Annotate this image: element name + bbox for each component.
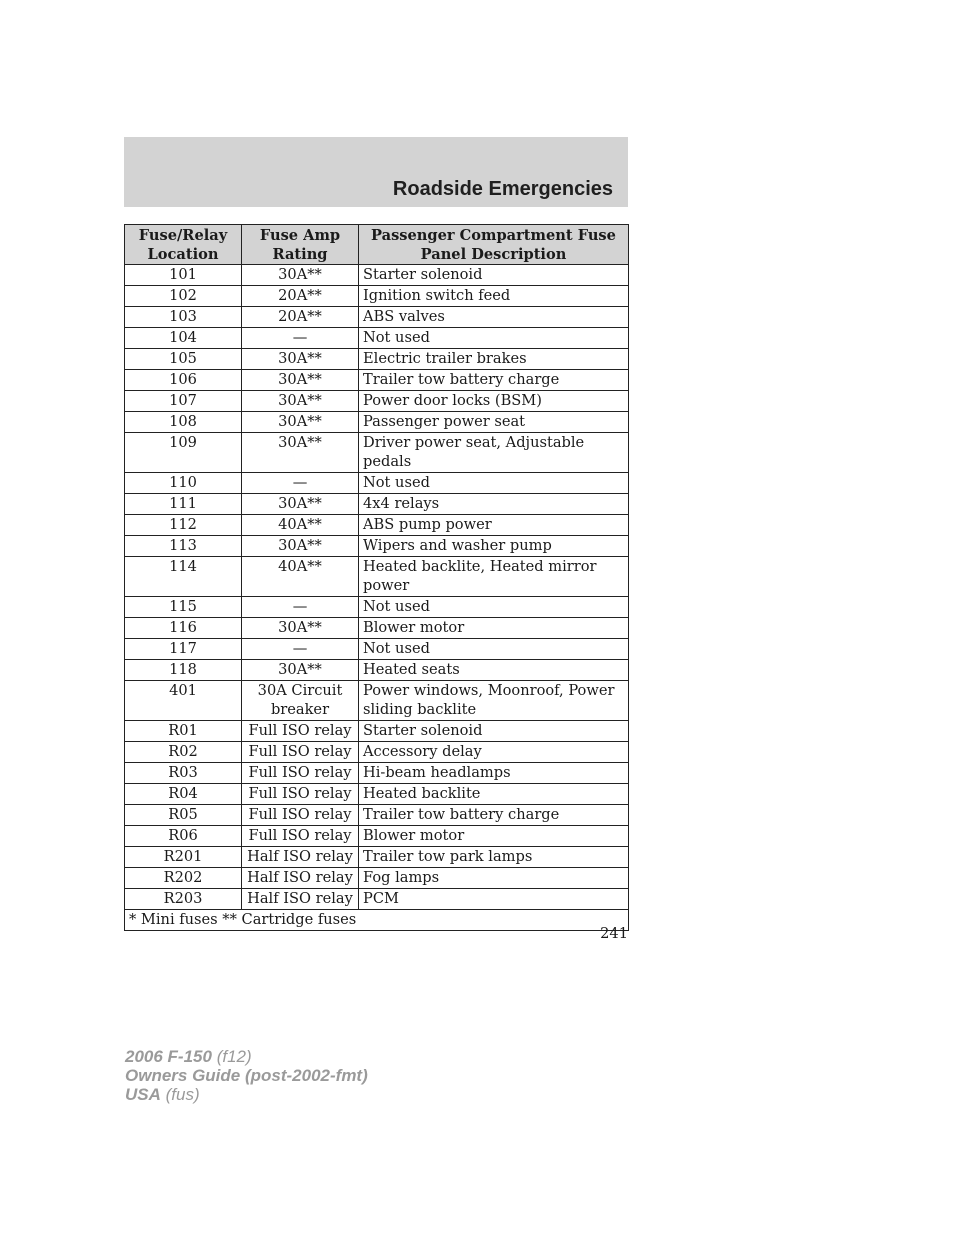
fuse-location: 106 xyxy=(125,370,242,391)
fuse-amp-rating: — xyxy=(242,473,359,494)
fuse-amp-rating: Full ISO relay xyxy=(242,721,359,742)
fuse-description: Passenger power seat xyxy=(359,412,629,433)
table-row xyxy=(125,742,629,763)
fuse-amp-rating: — xyxy=(242,639,359,660)
fuse-amp-rating: 30A** xyxy=(242,349,359,370)
table-row xyxy=(125,805,629,826)
table-row xyxy=(125,349,629,370)
table-row xyxy=(125,660,629,681)
fuse-location: R05 xyxy=(125,805,242,826)
fuse-amp-rating: Full ISO relay xyxy=(242,805,359,826)
fuse-location: R02 xyxy=(125,742,242,763)
fuse-amp-rating: 40A** xyxy=(242,515,359,536)
table-row xyxy=(125,473,629,494)
fuse-location: 116 xyxy=(125,618,242,639)
fuse-amp-rating: 30A Circuit breaker xyxy=(242,681,359,721)
fuse-location: 115 xyxy=(125,597,242,618)
fuse-description: Starter solenoid xyxy=(359,721,629,742)
fuse-amp-rating: 30A** xyxy=(242,370,359,391)
table-footnote-row xyxy=(125,910,629,931)
fuse-description: Blower motor xyxy=(359,618,629,639)
fuse-description: Driver power seat, Adjustable pedals xyxy=(359,433,629,473)
fuse-description: Starter solenoid xyxy=(359,265,629,286)
fuse-amp-rating: 30A** xyxy=(242,660,359,681)
table-row xyxy=(125,286,629,307)
fuse-description: Trailer tow battery charge xyxy=(359,805,629,826)
table-row xyxy=(125,681,629,721)
fuse-description: Not used xyxy=(359,597,629,618)
table-row xyxy=(125,328,629,349)
table-row xyxy=(125,847,629,868)
table-row xyxy=(125,494,629,515)
table-body xyxy=(125,265,629,910)
fuse-amp-rating: 20A** xyxy=(242,286,359,307)
column-header-amp-rating: Fuse Amp Rating xyxy=(242,225,359,265)
table-row xyxy=(125,433,629,473)
document-footer xyxy=(125,1047,368,1104)
fuse-location: R06 xyxy=(125,826,242,847)
fuse-location: 104 xyxy=(125,328,242,349)
fuse-location: 105 xyxy=(125,349,242,370)
table-header-row xyxy=(125,225,629,265)
fuse-location: R04 xyxy=(125,784,242,805)
fuse-amp-rating: 30A** xyxy=(242,494,359,515)
table-row xyxy=(125,536,629,557)
fuse-description: ABS valves xyxy=(359,307,629,328)
fuse-amp-rating: Full ISO relay xyxy=(242,784,359,805)
column-header-description: Passenger Compartment Fuse Panel Description xyxy=(359,225,629,265)
fuse-description: Heated backlite xyxy=(359,784,629,805)
fuse-amp-rating: — xyxy=(242,597,359,618)
footer-line-model: 2006 F-150 (f12) xyxy=(125,1047,252,1066)
fuse-description: Accessory delay xyxy=(359,742,629,763)
fuse-description: Not used xyxy=(359,639,629,660)
fuse-amp-rating: 40A** xyxy=(242,557,359,597)
fuse-location: 112 xyxy=(125,515,242,536)
footer-line-guide: Owners Guide (post-2002-fmt) xyxy=(125,1066,368,1085)
table-footnote: * Mini fuses ** Cartridge fuses xyxy=(125,910,629,931)
fuse-location: 101 xyxy=(125,265,242,286)
table-row xyxy=(125,889,629,910)
table-row xyxy=(125,515,629,536)
fuse-location: 111 xyxy=(125,494,242,515)
fuse-amp-rating: 30A** xyxy=(242,618,359,639)
fuse-location: 113 xyxy=(125,536,242,557)
fuse-amp-rating: 30A** xyxy=(242,265,359,286)
fuse-description: Fog lamps xyxy=(359,868,629,889)
table-row xyxy=(125,721,629,742)
fuse-location: 118 xyxy=(125,660,242,681)
section-title: Roadside Emergencies xyxy=(392,178,613,200)
fuse-description: Electric trailer brakes xyxy=(359,349,629,370)
table-row xyxy=(125,784,629,805)
table-row xyxy=(125,307,629,328)
table-row xyxy=(125,763,629,784)
fuse-location: 109 xyxy=(125,433,242,473)
table-row xyxy=(125,370,629,391)
fuse-description: Trailer tow park lamps xyxy=(359,847,629,868)
fuse-location: 117 xyxy=(125,639,242,660)
fuse-amp-rating: 30A** xyxy=(242,536,359,557)
fuse-description: PCM xyxy=(359,889,629,910)
fuse-location: 103 xyxy=(125,307,242,328)
fuse-amp-rating: 30A** xyxy=(242,391,359,412)
fuse-location: R01 xyxy=(125,721,242,742)
fuse-description: Power windows, Moonroof, Power sliding backlite xyxy=(359,681,629,721)
table-row xyxy=(125,618,629,639)
fuse-description: ABS pump power xyxy=(359,515,629,536)
fuse-location: R203 xyxy=(125,889,242,910)
fuse-description: 4x4 relays xyxy=(359,494,629,515)
fuse-location: 110 xyxy=(125,473,242,494)
page-number: 241 xyxy=(600,925,628,942)
fuse-description: Heated backlite, Heated mirror power xyxy=(359,557,629,597)
fuse-location: 107 xyxy=(125,391,242,412)
fuse-location: 401 xyxy=(125,681,242,721)
fuse-location: R201 xyxy=(125,847,242,868)
fuse-description: Ignition switch feed xyxy=(359,286,629,307)
fuse-description: Not used xyxy=(359,328,629,349)
fuse-location: 108 xyxy=(125,412,242,433)
fuse-amp-rating: Half ISO relay xyxy=(242,889,359,910)
table-row xyxy=(125,557,629,597)
fuse-table xyxy=(124,224,629,931)
fuse-description: Power door locks (BSM) xyxy=(359,391,629,412)
fuse-amp-rating: Half ISO relay xyxy=(242,868,359,889)
table-row xyxy=(125,265,629,286)
fuse-amp-rating: 30A** xyxy=(242,433,359,473)
fuse-description: Heated seats xyxy=(359,660,629,681)
fuse-location: 114 xyxy=(125,557,242,597)
table-row xyxy=(125,412,629,433)
table-row xyxy=(125,597,629,618)
fuse-amp-rating: 20A** xyxy=(242,307,359,328)
fuse-description: Not used xyxy=(359,473,629,494)
section-header-band xyxy=(124,137,628,207)
fuse-description: Wipers and washer pump xyxy=(359,536,629,557)
fuse-amp-rating: 30A** xyxy=(242,412,359,433)
column-header-location: Fuse/Relay Location xyxy=(125,225,242,265)
fuse-location: R03 xyxy=(125,763,242,784)
fuse-location: R202 xyxy=(125,868,242,889)
table-row xyxy=(125,391,629,412)
fuse-amp-rating: Half ISO relay xyxy=(242,847,359,868)
fuse-location: 102 xyxy=(125,286,242,307)
fuse-description: Hi-beam headlamps xyxy=(359,763,629,784)
fuse-description: Blower motor xyxy=(359,826,629,847)
table-row xyxy=(125,826,629,847)
fuse-description: Trailer tow battery charge xyxy=(359,370,629,391)
footer-line-market: USA (fus) xyxy=(125,1085,200,1104)
table-row xyxy=(125,639,629,660)
fuse-amp-rating: Full ISO relay xyxy=(242,742,359,763)
fuse-amp-rating: Full ISO relay xyxy=(242,826,359,847)
fuse-amp-rating: Full ISO relay xyxy=(242,763,359,784)
fuse-amp-rating: — xyxy=(242,328,359,349)
table-row xyxy=(125,868,629,889)
